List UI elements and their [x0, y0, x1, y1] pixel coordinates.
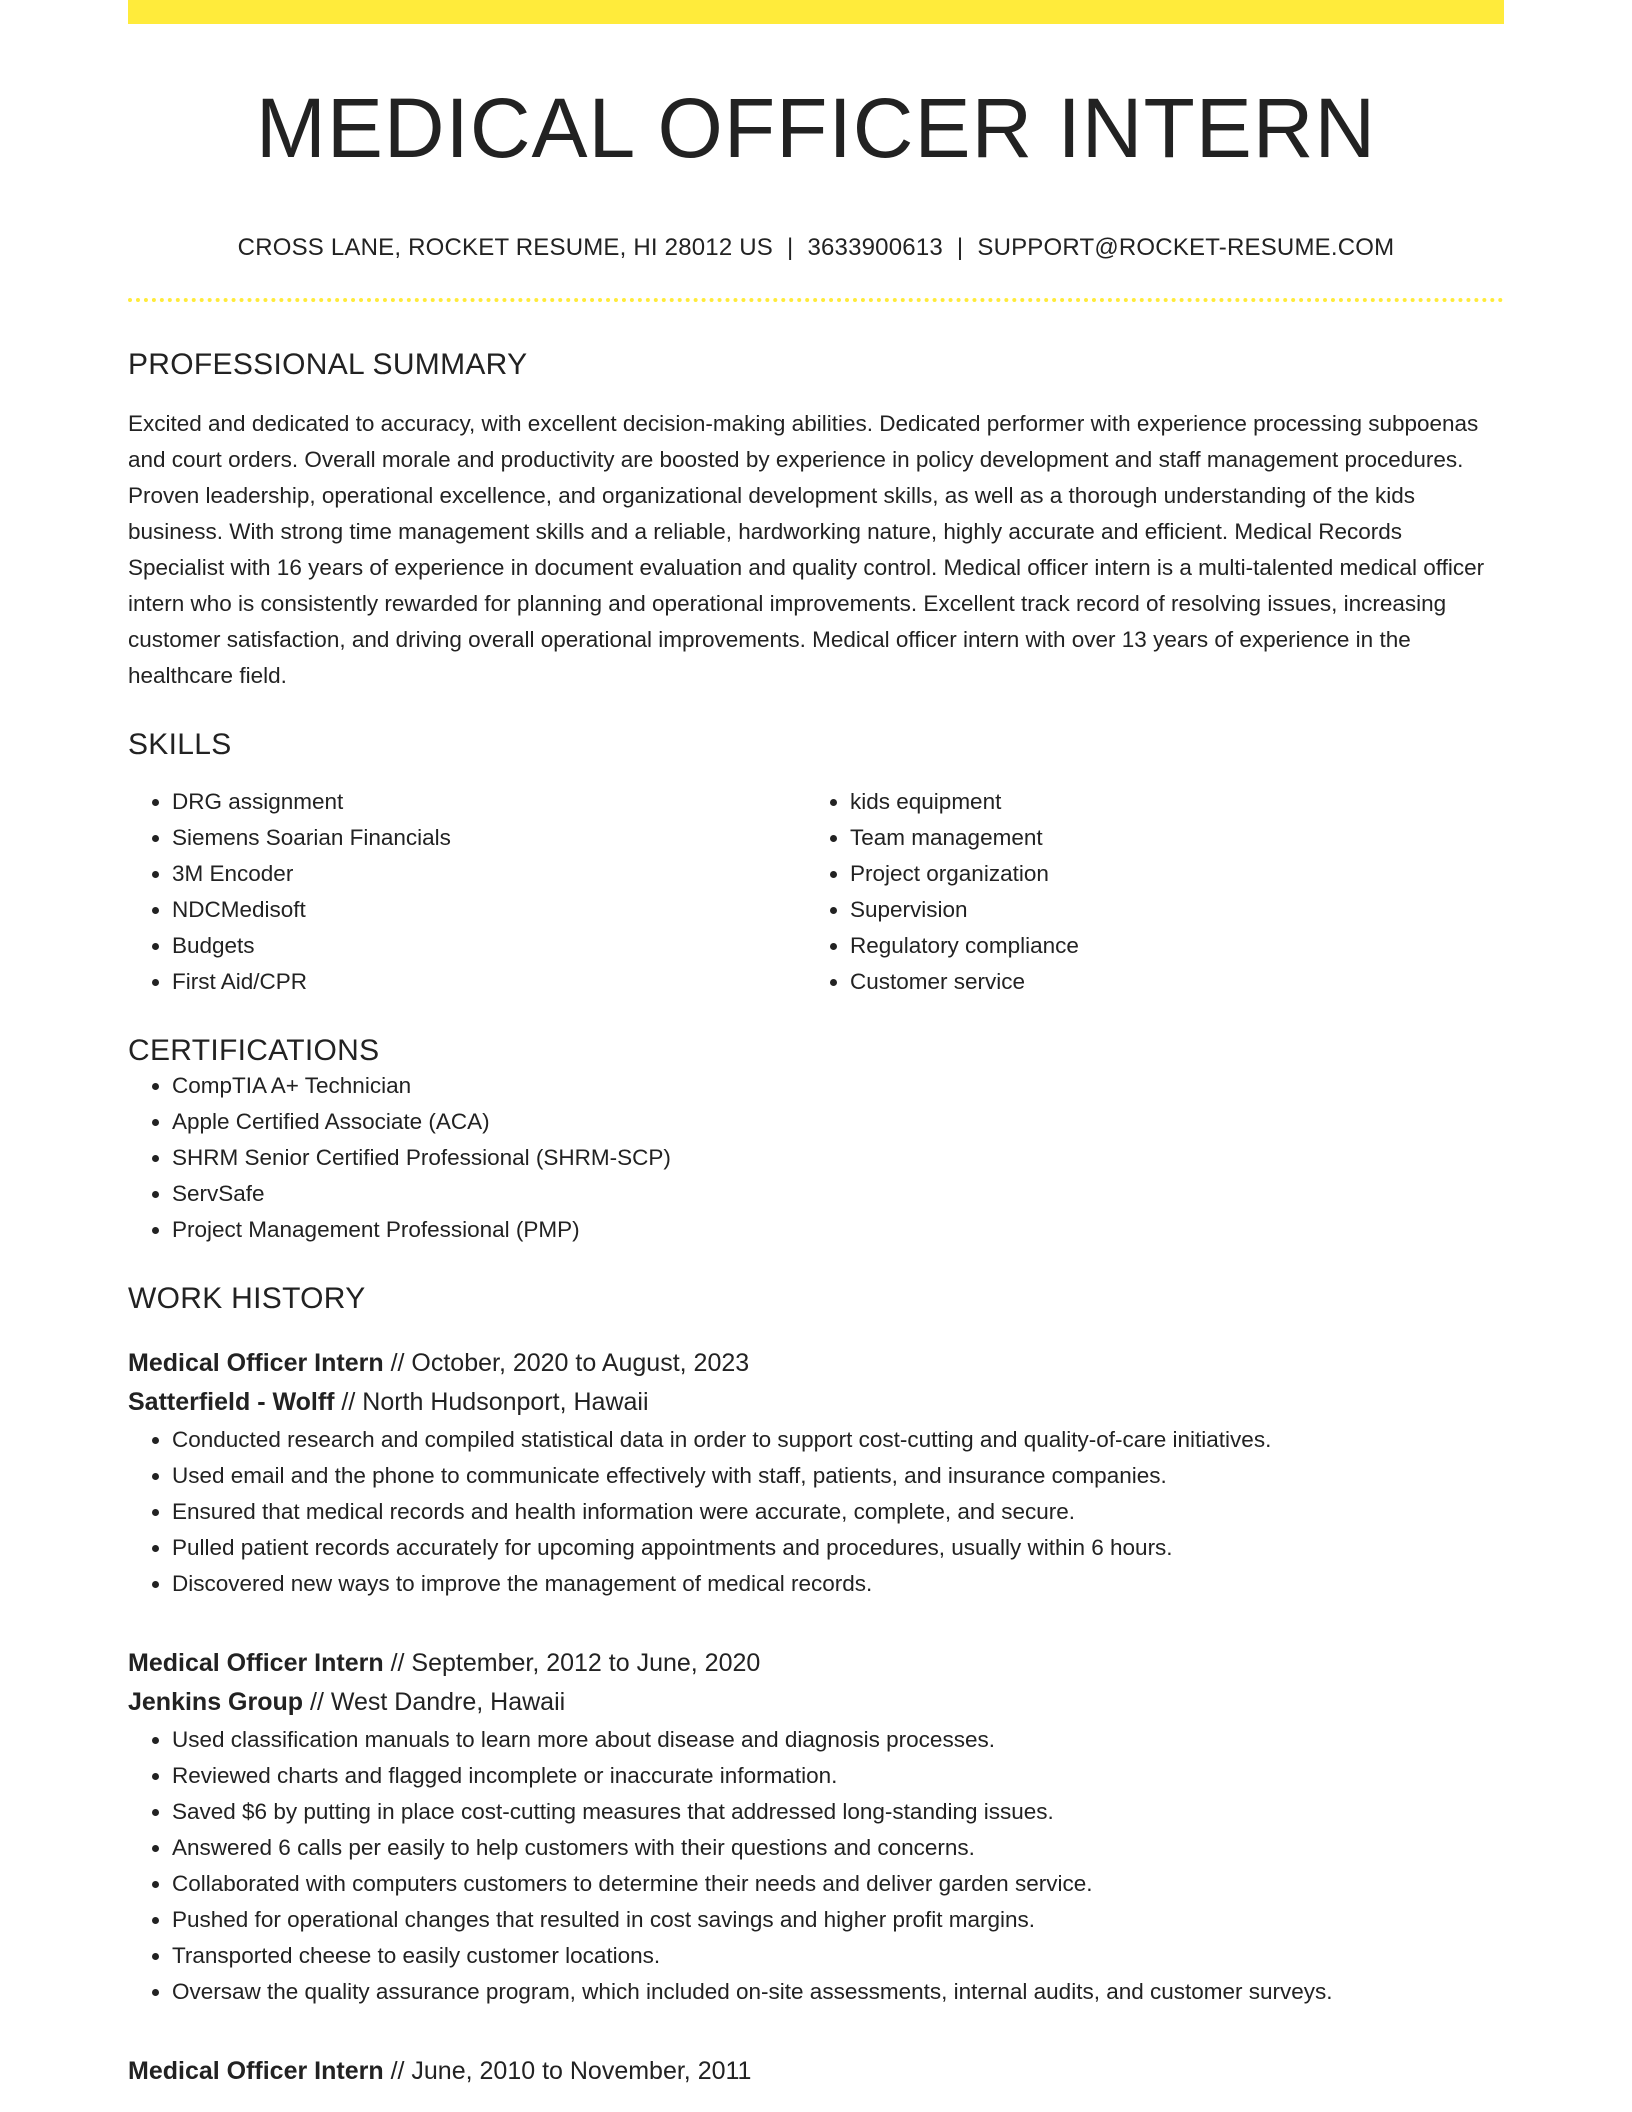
certifications-heading: CERTIFICATIONS — [128, 1034, 380, 1068]
job-duty: • Ensured that medical records and health information were accurate, complete, and secure. — [172, 1494, 1504, 1530]
skill-item: • Project organization — [850, 856, 1484, 892]
job-entry — [128, 2052, 1504, 2091]
skill-item: • Supervision — [850, 892, 1484, 928]
certification-item: • Project Management Professional (PMP) — [172, 1212, 1504, 1248]
job-title: Medical Officer Intern — [128, 1349, 384, 1378]
job-entry — [128, 1344, 1504, 1602]
candidate-name: MEDICAL OFFICER INTERN — [255, 81, 1377, 175]
job-company-line — [128, 1683, 1504, 1722]
certification-item: • Apple Certified Associate (ACA) — [172, 1104, 1504, 1140]
summary-text: Excited and dedicated to accuracy, with excellent decision-making abilities. Dedicated performer with experience processing subpoenas and court orders. Overall morale and productivity are boosted by experience in policy development and staff management procedures. Proven leadership, operational excellence, and organizational development skills, as well as a thorough understanding of the kids business. With strong time management skills and a reliable, hardworking nature, highly accurate and efficient. Medical Records Specialist with 16 years of experience in document evaluation and quality control. Medical officer intern is a multi-talented medical officer intern who is consistently rewarded for planning and operational improvements. Excellent track record of resolving issues, increasing customer satisfaction, and driving overall operational improvements. Medical officer intern with over 13 years of experience in the healthcare field. — [128, 411, 1485, 689]
job-duty: • Conducted research and compiled statistical data in order to support cost-cutting and quality-of-care initiatives. — [172, 1422, 1504, 1458]
job-duty: • Used classification manuals to learn more about disease and diagnosis processes. — [172, 1722, 1504, 1758]
job-duty: • Discovered new ways to improve the management of medical records. — [172, 1566, 1504, 1602]
job-duty: • Pushed for operational changes that resulted in cost savings and higher profit margins. — [172, 1902, 1504, 1938]
job-title: Medical Officer Intern — [128, 1649, 384, 1678]
job-duty: • Oversaw the quality assurance program, which included on-site assessments, internal audits, and customer surveys. — [172, 1974, 1504, 2010]
job-title-line — [128, 1344, 1504, 1383]
job-duty: • Pulled patient records accurately for upcoming appointments and procedures, usually within 6 hours. — [172, 1530, 1504, 1566]
contact-separator: | — [787, 234, 794, 262]
contact-email[interactable]: SUPPORT@ROCKET-RESUME.COM — [977, 234, 1395, 262]
skills-list-right — [806, 784, 1484, 1000]
job-duty: • Reviewed charts and flagged incomplete or inaccurate information. — [172, 1758, 1504, 1794]
certification-item: • ServSafe — [172, 1176, 1504, 1212]
contact-phone[interactable]: 3633900613 — [807, 234, 943, 262]
contact-line — [128, 234, 1504, 262]
skills-list-left — [128, 784, 806, 1000]
skill-item: • kids equipment — [850, 784, 1484, 820]
summary-heading: PROFESSIONAL SUMMARY — [128, 348, 528, 382]
job-dates: // October, 2020 to August, 2023 — [383, 1349, 750, 1378]
skills-grid — [128, 784, 1504, 1000]
contact-address: CROSS LANE, ROCKET RESUME, HI 28012 US — [237, 234, 773, 262]
contact-separator: | — [956, 234, 964, 262]
skill-item: • NDCMedisoft — [172, 892, 806, 928]
certification-item: • SHRM Senior Certified Professional (SHRM-SCP) — [172, 1140, 1504, 1176]
job-title-line — [128, 2052, 1504, 2091]
certification-item: • CompTIA A+ Technician — [172, 1068, 1504, 1104]
accent-top-bar — [128, 0, 1504, 24]
job-location: // North Hudsonport, Hawaii — [334, 1388, 649, 1417]
skill-item: • Customer service — [850, 964, 1484, 1000]
skill-item: • Team management — [850, 820, 1484, 856]
job-company: Satterfield - Wolff — [128, 1388, 335, 1417]
job-company: Jenkins Group — [128, 1688, 304, 1717]
job-duty: • Collaborated with computers customers to determine their needs and deliver garden service. — [172, 1866, 1504, 1902]
job-duties-list — [128, 1422, 1504, 1602]
job-title-line — [128, 1644, 1504, 1683]
job-dates: // June, 2010 to November, 2011 — [383, 2057, 752, 2086]
job-duties-list — [128, 1722, 1504, 2010]
job-duty: • Answered 6 calls per easily to help customers with their questions and concerns. — [172, 1830, 1504, 1866]
skill-item: • Siemens Soarian Financials — [172, 820, 806, 856]
job-company-line — [128, 1383, 1504, 1422]
skills-heading: SKILLS — [128, 728, 232, 762]
skills-column-right — [806, 784, 1484, 1000]
job-dates: // September, 2012 to June, 2020 — [383, 1649, 761, 1678]
skill-item: • DRG assignment — [172, 784, 806, 820]
work-history-heading: WORK HISTORY — [128, 1282, 366, 1316]
certifications-list — [128, 1068, 1504, 1248]
dotted-divider — [128, 298, 1504, 302]
skill-item: • Regulatory compliance — [850, 928, 1484, 964]
job-title: Medical Officer Intern — [128, 2057, 384, 2086]
skill-item: • Budgets — [172, 928, 806, 964]
job-duty: • Saved $6 by putting in place cost-cutting measures that addressed long-standing issues. — [172, 1794, 1504, 1830]
job-duty: • Transported cheese to easily customer locations. — [172, 1938, 1504, 1974]
skill-item: • 3M Encoder — [172, 856, 806, 892]
job-entry — [128, 1644, 1504, 2010]
skills-column-left — [128, 784, 806, 1000]
skill-item: • First Aid/CPR — [172, 964, 806, 1000]
resume-page — [128, 0, 1504, 2091]
job-location: // West Dandre, Hawaii — [303, 1688, 566, 1717]
job-duty: • Used email and the phone to communicate effectively with staff, patients, and insurance companies. — [172, 1458, 1504, 1494]
